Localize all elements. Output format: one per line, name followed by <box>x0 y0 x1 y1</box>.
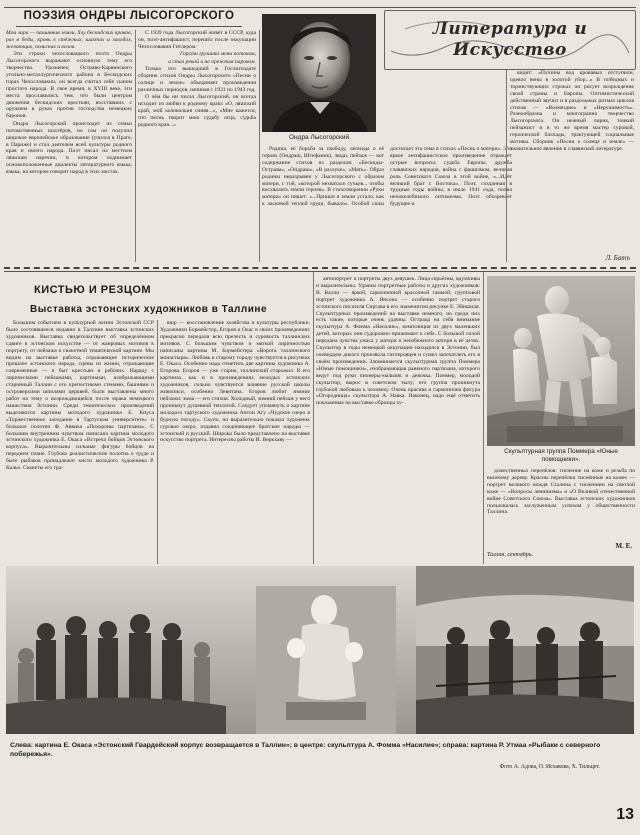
portrait-caption: Ондра Лысогорский. <box>289 134 351 141</box>
column-rule <box>135 30 136 262</box>
portrait-photo <box>262 14 376 132</box>
exhibit-paragraph: автопортрет и портреты двух девушек. Лица серьёзны, вдумчивы и выразительны. Удачны портретные работы и других художников: В. Валли — яркой, гармоничной красочной гаммой; групповой портрет художника А. Янсона — особенно портрет старого эстонского писателя Сиргава в его знаменитом рисунке Е. Эйншиля. Скульптурных произведений на выставке немного, но среди них есть такие, которые очень удачны. Остраца на себя внимание скульптура А. Фомма «Насилие», композиция из двух маленьких детей, которых они судорожно прижимает к себе. С большой силой передана чувства ужаса у матери и неизбежного матери в её детях. Скульптор в годы немецкой оккупации находился в Эстонии, был очевидцем дикого произвола гитлеровцев и сумел запечатлеть его в своём произведении. Запоминается скульптурная группа Поммера «Юные помощники», изображающая раненого партизана, которого ведут под руки пионеры-мальчик и девочка. Поммер, молодой скульптор, вырос в советском тылу; его группа проникнута глубокой любовью к человеку. Очень красива и гармонична фигура «Огородница» скульптора А. Навка. Наконец, надо ещё отметить показанные на выставке образцы ху- <box>316 276 480 407</box>
poetry-paragraph: Только что вышедший в Гослитиздате сборник стихов Ондры Лысогорского «Песни о солнце и земле» объединяет произведения различных периодов, начиная с 1931 по 1943 год. <box>138 66 256 93</box>
top-rule <box>4 7 636 8</box>
poetry-paragraph: Ондра Лысогорский происходит из семьи потомственных шахтёров, но сам он получил широкое европейское образование (учился в Праге, в Париже) и стал деятелем всей культуры родного края и своего народа. Поэт писал на местном ляшском наречии, в котором поднимает основоположенные диалекты литературного языка, языка, на котором говорит народ в этих местах. <box>6 120 132 176</box>
exhibit-paragraph: дожественных перепёлов: тиснение на коже и резьба по висячему дереву. Красны перепёлки тиснённые на кожех — портрет великого вождя Сталина с тиснением на светлой коже — «Вопросы ленинизма» и «О Великой отечественной войне Советского Союза». Выставка эстонских художников пользовалась заслуженным успехом у общественности Таллина. <box>487 468 635 516</box>
exhibit-author: М. Е. <box>615 542 632 550</box>
column-rule <box>483 272 484 564</box>
poetry-headline: ПОЭЗИЯ ОНДРЫ ЛЫСОГОРСКОГО <box>23 10 235 22</box>
column-rule <box>506 70 507 262</box>
poetry-paragraph: С 1939 года Лысогорский живёт в СССР, куда он, поэт-антифашист, перешёл после оккупации Чехословакии Гитлером. <box>138 30 256 50</box>
section-divider <box>4 267 636 269</box>
bottom-photo-image <box>6 566 634 734</box>
exhibit-column-4 <box>487 468 635 540</box>
column-rule <box>313 272 314 564</box>
column-rule <box>157 320 158 564</box>
exhibit-kicker: КИСТЬЮ И РЕЗЦОМ <box>34 284 152 296</box>
portrait-image <box>262 14 376 132</box>
bottom-photo-strip <box>6 566 634 734</box>
poetry-column-1 <box>6 30 132 262</box>
verse-line: а стал рекой и не прежним пароком. <box>168 58 256 65</box>
exhibit-dateline: Таллин, сентябрь. <box>487 552 533 558</box>
exhibit-column-2 <box>160 320 310 564</box>
bottom-photo-caption: Слева: картина Е. Окаса «Эстонский Гвардейский корпус возвращается в Таллин»; в центре: скульптура А. Фомма «Насилие»; справа: картина Р. Утмаа «Рыбаки с северного побережья». <box>10 742 601 758</box>
page-number: 13 <box>616 806 634 823</box>
section-title-banner <box>384 10 636 70</box>
poetry-paragraph: Эти строки чехословацкого поэта Ондры Лысогорского выражают основную тему его творчества. Уроженец Остраво-Карвинского угольно-металлургического района в Бескидских горах Чехословакии, он всегда считал себя сыном простого народа. В свое время, в XVIII веке, эти места прославились тем, что были центром движения бескидских крестьян, восставших с оружием в руках против господства немецких баронов. <box>6 51 132 120</box>
poetry-column-3 <box>262 146 512 264</box>
section-divider <box>4 271 636 272</box>
poetry-author: Л. Батъ <box>605 254 630 262</box>
section-title: Литература и Искусство <box>432 19 588 60</box>
exhibit-title: Выставка эстонских художников в Таллине <box>30 304 267 315</box>
column-rule <box>259 30 260 262</box>
poetry-paragraph: О чём бы ни писал Лысогорский, он всегда исходит из любви к родному краю: «О, ляшский край, мой колокольня синяя...», «Мне кажется, что песнь творит мою судьбу отца, судьба родного края...» <box>138 94 256 128</box>
poetry-paragraph: Родина, её борьба за свободу, легенды о её героях (Ондраш, Штефаник), люди, пейзаж — вот содержание стихов из разделов: «Бескиды-Острава», «Ондраш», «В разлуке», «Мать». Образ родины неразрывен у Лысогорского с образом матери, с той, «которой нехватало сучьев... чтобы восхвалить земли героев». В стихотворении «Руки матери» он пишет: «...Пришат я земли устало, как к ласковой теплой груди, бывало». Особой силы достигает эта тема в стихах «Песнь о матери». Это яркое антифашистское произведение отражает острые вопросы: судьба Европы, дружба славянских народов, война с фашизмом, великая роль Советского Союза в этой войне, «...Идёт великий брат с Востока». Поэт, созданная в трудные годы войны, в июле 1941 года, полна непоколебимого оптимизма. Поэт обозревает будущее и <box>262 146 512 208</box>
exhibit-column-3 <box>316 276 480 564</box>
exhibit-column-1 <box>6 320 154 564</box>
sculpture-photo <box>487 276 635 446</box>
epigraph: Мои лира — пашинная земли, Хлу бескидских краков, раз я беды, кровь в стёжных, шахтах и заводах, желающих, польских и волов. <box>6 30 132 50</box>
poetry-column-4 <box>510 70 634 258</box>
poetry-column-2 <box>138 30 256 262</box>
exhibit-paragraph: вюр — восстановление хозяйства и культуры республики. Художники Бормейстер, Егоров и Окас в своих произведениях прекрасно передали всю прелесть и суровость таллинских мотивов. С большим чувством и мягкой лиричностью написаны картины М. Бормейстера «Ворота таллинского монастыря». Любовь к старому городу чувствуется в рисунках Е. Окаса. Особенно надо отметить две картины художника А. Егорова. Егоров — уже старик, таллинский старожил. В его картинах, как и в произведениях молодых эстонских художников, сильно чувствуется влияние русской школы живописи, особенно Левитана. Егоров любит зимние пейзажи: зима — его стихия. Холодный, зимний пейзаж у него проникнут душевной теплотой. Следует упомянуть о картине молодого тартуского художника Антон Агу «Чудское озеро в бурную погоду». Скупо, но выразительно показал художник суровое озеро, издавна соединяющее братские народы — эстонский и русский. Широко было представлено на выставке искусство портрета. Интересны работы И. Веркхаву — <box>160 320 310 444</box>
headline-underline <box>16 26 242 27</box>
sculpture-image <box>487 276 635 446</box>
poetry-paragraph: видит: «Пучины вод кровавых отступили, одеяло вены в золотой убор...» В победных и торжествующих строках он рисует возрождение своей страны и Европы. Оптимистический действенный звучит и в раздольных ритмах циклов стихов — «Возмездие» и «Нерушимость». Разнообразна и многогранна творчество Лысогорского. Он нежный лирик, тонкий пейзажист и в то же время мастер суровой, героической баллады, трактующей социальные мотивы. Сборник «Песни о солнце и земле» — значительное явление в славянской литературе. <box>510 70 634 152</box>
exhibit-paragraph: Большим событием в культурной жизни Эстонской ССР было состоявшееся недавно в Таллине выставка эстонских художников. Выставка свидетельствует об определённом сдвиге в эстонском искусстве — от жанровых мотивов к портрету, от пейзажа к сюжетной тематической картине. Мы видим на выставке работы, отражающие историческое прошлое эстонского народа, сцены из жизни, отражающие современные — и быт крестьян и рабочих. Наряду с лирическими пейзажами, картинами, изображающими старинный Таллин с его крепостными стенами, башнями и островерхими шпилями церквей, были выставлены много работ на тему о возрождающейся после мрака немецкого нашествия Эстонии. Среди тематических произведений выделяются картины молодого художника Е. Киуса «Торжественное заседание в Тартуском университете» и большое полотно Ф. Аввика «Похороны партизана». С большим внутренним чувством написана картина молодого эстонского художника Е. Окаса «Встреча бойцов Эстонского корпуса». Выразительны сильные фигуры бойцов на переднем плане. Глубоко реалистические полотна о труде и быте рыбаков принадлежат кисти молодого художника Р. Кальо. Сюжеты его гра- <box>6 320 154 472</box>
verse-line: Горсти грушина мени потоком, <box>180 51 256 58</box>
photo-credits: Фото А. Адова, О. Исхакова, Х. Тильцет. <box>499 764 600 770</box>
sculpture-caption: Скульптурная группа Поммера «Юные помощники». <box>504 448 618 463</box>
